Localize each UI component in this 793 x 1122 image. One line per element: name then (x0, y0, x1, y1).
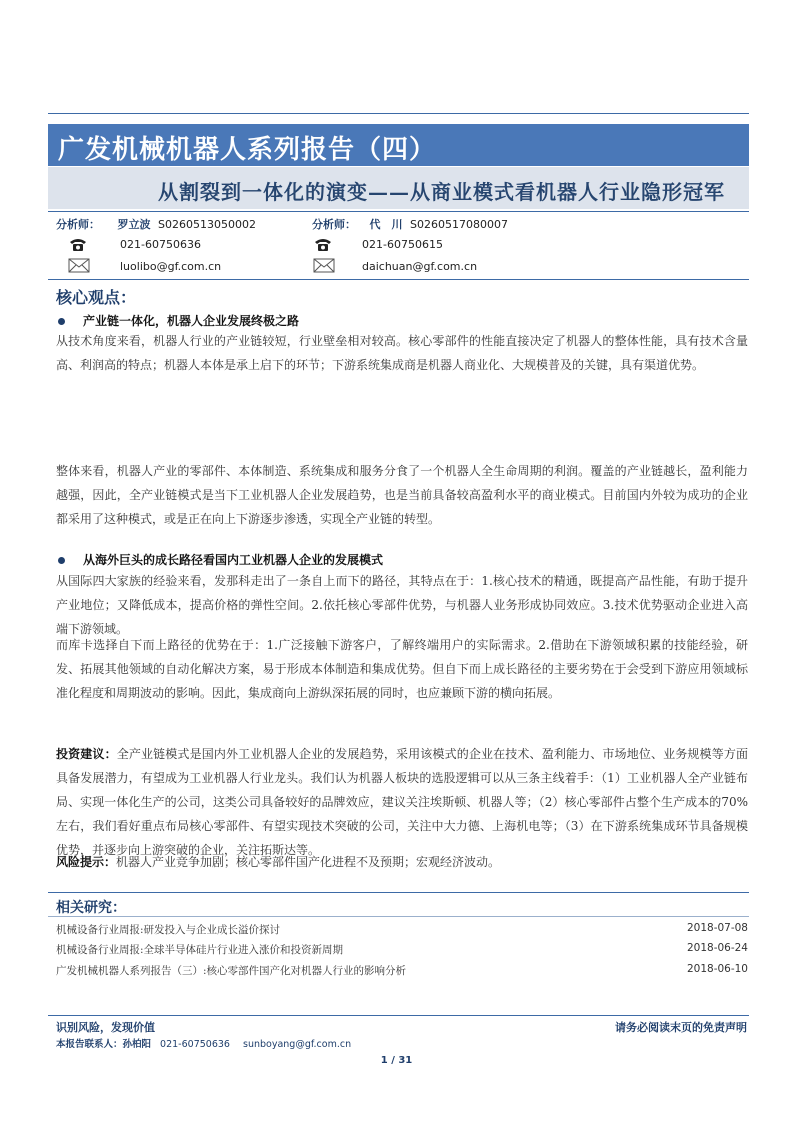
footer-disclaimer: 请务必阅读末页的免责声明 (615, 1021, 747, 1034)
bullet-heading-1 (58, 312, 299, 329)
analyst-1 (56, 216, 256, 232)
related-item-date: 2018-06-10 (686, 963, 748, 975)
page-number: 1 / 31 (380, 1055, 413, 1066)
footer-contact (56, 1036, 351, 1050)
related-item-title[interactable]: 机械设备行业周报:研发投入与企业成长溢价探讨 (56, 924, 281, 936)
related-item-title[interactable]: 机械设备行业周报:全球半导体硅片行业进入涨价和投资新周期 (56, 944, 344, 956)
report-title: 广发机械机器人系列报告（四） (58, 135, 437, 165)
footer-rule (48, 1015, 749, 1016)
analyst-label: 分析师： (312, 218, 356, 231)
investment-text: 全产业链模式是国内外工业机器人企业的发展趋势，采用该模式的企业在技术、盈利能力、市场地位、业务规模等方面具备发展潜力，有望成为工业机器人行业龙头。我们认为机器人板块的选股逻辑可以从三条主线着手：（1）工业机器人全产业链布局、实现一体化生产的公司，这类公司具备较好的品牌效应，建议关注埃斯顿、机器人等；（2）核心零部件占整个生产成本的70%左右，我们看好重点布局核心零部件、有望实现技术突破的公司，关注中大力德、上海机电等；（3）在下游系统集成环节具备规模优势，并逐步向上游突破的企业，关注拓斯达等。 (56, 747, 748, 857)
paragraph-1: 从技术角度来看，机器人行业的产业链较短，行业壁垒相对较高。核心零部件的性能直接决定了机器人的整体性能，具有技术含量高、利润高的特点；机器人本体是承上启下的环节；下游系统集成商是机器人商业化、大规模普及的关键，具有渠道优势。 (56, 334, 748, 372)
header-top-rule (48, 113, 749, 114)
contact-rule (48, 279, 749, 280)
core-views-heading: 核心观点： (56, 288, 137, 307)
analyst-cert: S0260513050002 (158, 218, 256, 231)
email-icon (68, 258, 90, 273)
paragraph-3: 从国际四大家族的经验来看，发那科走出了一条自上而下的路径，其特点在于：1.核心技术的精通，既提高产品性能，有助于提升产业地位；又降低成本，提高价格的弹性空间。2.依托核心零部件优势，与机器人业务形成协同效应。3.技术优势驱动企业进入高端下游领域。 (56, 574, 748, 636)
analyst-label: 分析师： (56, 218, 100, 231)
related-item-date: 2018-07-08 (686, 922, 748, 934)
investment-label: 投资建议： (56, 747, 117, 761)
analyst-2 (312, 216, 508, 232)
bullet-text: 产业链一体化，机器人企业发展终极之路 (83, 314, 300, 328)
bullet-dot (58, 318, 65, 325)
risk-warning (56, 850, 748, 874)
report-subtitle: 从割裂到一体化的演变——从商业模式看机器人行业隐形冠军 (158, 180, 725, 204)
related-divider (48, 916, 749, 917)
footer-contact-email[interactable]: sunboyang@gf.com.cn (243, 1039, 352, 1050)
report-subtitle-bar (48, 167, 749, 209)
related-item[interactable] (56, 922, 748, 942)
related-item-date: 2018-06-24 (686, 942, 748, 954)
analyst-1-phone: 021-60750636 (120, 238, 201, 251)
analyst-name: 代 川 (369, 218, 403, 231)
related-item[interactable] (56, 963, 748, 983)
footer-contact-phone: 021-60750636 (160, 1039, 230, 1050)
related-top-rule (48, 892, 749, 893)
bullet-heading-2 (58, 551, 383, 568)
risk-text: 机器人产业竞争加剧；核心零部件国产化进程不及预期；宏观经济波动。 (116, 855, 501, 869)
paragraph-4: 而库卡选择自下而上路径的优势在于：1.广泛接触下游客户，了解终端用户的实际需求。2.借助在下游领域积累的技能经验，研发、拓展其他领域的自动化解决方案，易于形成本体制造和集成优势。但自下而上成长路径的主要劣势在于会受到下游应用领域标准化程度和周期波动的影响。因此，集成商向上游纵深拓展的同时，也应兼顾下游的横向拓展。 (56, 638, 748, 700)
related-item-title[interactable]: 广发机械机器人系列报告（三）:核心零部件国产化对机器人行业的影响分析 (56, 965, 407, 977)
analyst-name: 罗立波 (117, 218, 151, 231)
risk-label: 风险提示： (56, 855, 117, 869)
analyst-cert: S0260517080007 (410, 218, 508, 231)
analyst-1-email[interactable]: luolibo@gf.com.cn (120, 260, 222, 273)
footer-contact-label: 本报告联系人：孙柏阳 (56, 1039, 152, 1050)
email-icon (313, 258, 335, 273)
analyst-2-email[interactable]: daichuan@gf.com.cn (362, 260, 478, 273)
footer-slogan: 识别风险，发现价值 (56, 1021, 155, 1034)
phone-icon (313, 236, 333, 252)
bullet-dot (58, 557, 65, 564)
related-item[interactable] (56, 942, 748, 962)
analyst-2-phone: 021-60750615 (362, 238, 443, 251)
investment-advice (56, 742, 748, 862)
related-research-heading: 相关研究： (56, 900, 126, 916)
analyst-rule (48, 211, 749, 212)
report-title-bar (48, 124, 749, 166)
paragraph-2: 整体来看，机器人产业的零部件、本体制造、系统集成和服务分食了一个机器人全生命周期的利润。覆盖的产业链越长，盈利能力越强，因此，全产业链模式是当下工业机器人企业发展趋势，也是当前具备较高盈利水平的商业模式。目前国内外较为成功的企业都采用了这种模式，或是正在向上下游逐步渗透，实现全产业链的转型。 (56, 464, 748, 526)
bullet-text: 从海外巨头的成长路径看国内工业机器人企业的发展模式 (83, 553, 384, 567)
phone-icon (68, 236, 88, 252)
